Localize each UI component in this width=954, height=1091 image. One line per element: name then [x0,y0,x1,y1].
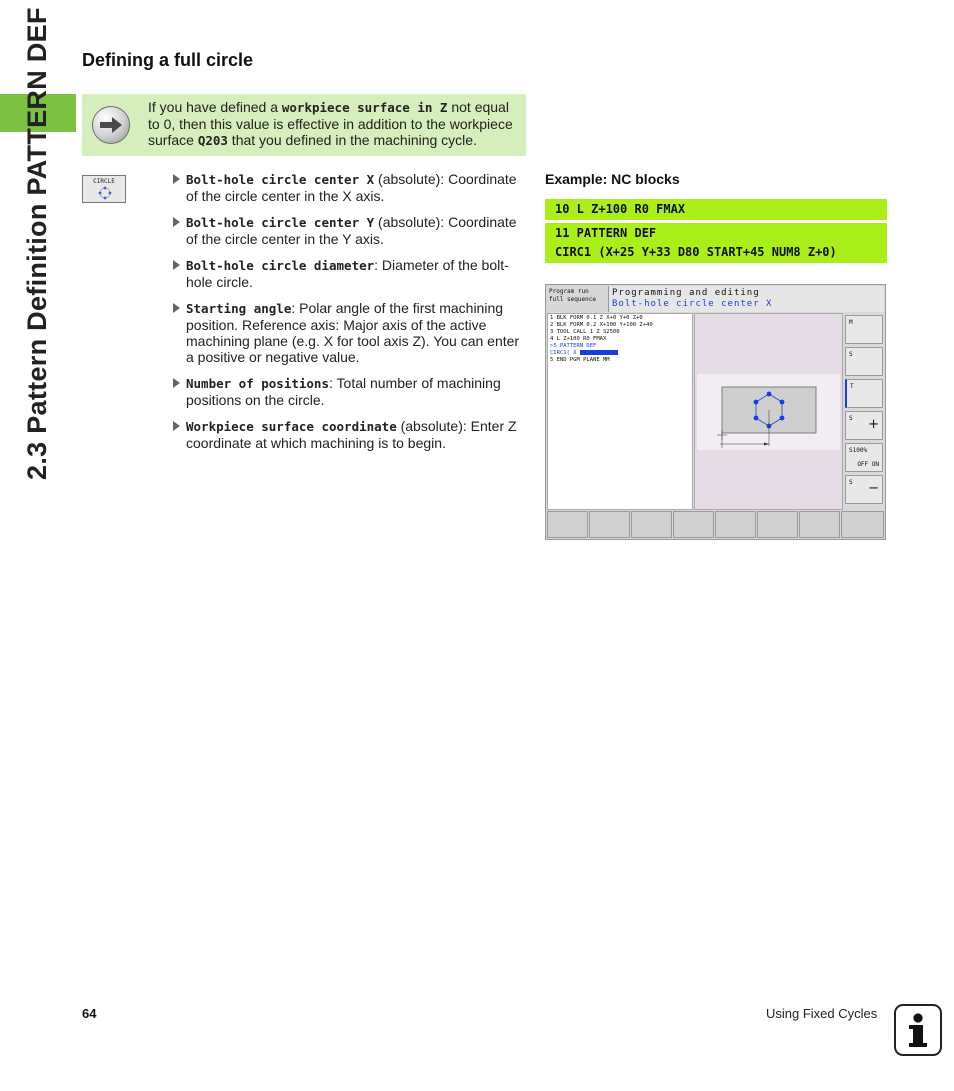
program-line-active [550,350,690,357]
param-text: : Diameter of the bolt-hole circle. [186,257,509,290]
param-text: (absolute): Coordinate of the circle center in the X axis. [186,171,517,204]
page-number: 64 [82,1006,97,1021]
nc-line: 10 L Z+100 R0 FMAX [555,202,686,216]
mode-line: Program run [549,288,589,295]
m-function-key[interactable]: M [845,315,883,344]
softkey[interactable] [547,511,588,538]
help-graphic [694,313,843,510]
param-item [172,418,528,451]
control-screenshot [545,284,886,540]
softkey[interactable] [757,511,798,538]
param-item [172,171,528,204]
machine-mode [547,286,611,314]
status-softkeys [844,313,885,510]
param-name: Bolt-hole circle center X [186,172,375,187]
param-name: Workpiece surface coordinate [186,419,397,434]
screen-subtitle: Bolt-hole circle center X [612,299,773,309]
softkey-row [547,511,884,538]
param-text: : Total number of machining positions on the circle. [186,375,501,408]
mode-line: full sequence [549,296,596,303]
bullet-triangle-icon [173,174,180,184]
program-listing [547,313,693,510]
nc-block-11 [545,223,887,263]
note-text-1: If you have defined a [148,99,282,115]
param-item [172,257,528,290]
program-line: 3 TOOL CALL 1 Z S2500 [550,329,620,335]
input-cursor [580,350,618,355]
tool-key[interactable]: T [845,379,883,408]
param-item [172,300,528,365]
bullet-triangle-icon [173,303,180,313]
bullet-triangle-icon [173,260,180,270]
nc-line: CIRC1 (X+25 Y+33 D80 START+45 NUM8 Z+0) [555,245,837,259]
screen-header [608,286,884,312]
param-name: Number of positions [186,376,329,391]
param-text: : Polar angle of the first machining position. Reference axis: Major axis of the active machining plane (e.g. X for tool axis Z). You can enter a positive or negative value. [186,300,520,365]
param-name: Starting angle [186,301,292,316]
note-text-2: not equal to 0, then this value is effective in addition to the workpiece surface [148,99,513,148]
program-line: 5 END PGM PLANE MM [550,357,610,363]
param-name: Bolt-hole circle center Y [186,215,375,230]
arrow-right-icon [92,106,130,144]
program-line: 1 BLK FORM 0.1 Z X+0 Y+0 Z+0 [550,315,643,321]
param-name: Bolt-hole circle diameter [186,258,375,273]
softkey[interactable] [631,511,672,538]
param-text: (absolute): Coordinate of the circle center in the Y axis. [186,214,517,247]
example-label: Example: NC blocks [545,171,680,187]
program-line-text: 5 PATTERN DEF [553,343,597,349]
override-minus-key[interactable]: S − [845,475,883,504]
note-code-1: workpiece surface in Z [281,100,448,115]
note-code-2: Q203 [197,133,228,148]
softkey[interactable] [715,511,756,538]
parameter-list [172,171,528,461]
soft-key-label: CIRCLE [93,178,115,185]
info-icon [894,1004,942,1056]
section-title: 2.3 Pattern Definition PATTERN DEF [22,7,52,480]
bullet-triangle-icon [173,421,180,431]
chapter-name: Using Fixed Cycles [766,1006,878,1021]
nc-block-10 [545,199,887,220]
softkey[interactable] [841,511,884,538]
param-text: (absolute): Enter Z coordinate at which machining is to begin. [186,418,517,451]
softkey[interactable] [589,511,630,538]
circle-soft-key[interactable] [82,175,126,203]
softkey[interactable] [673,511,714,538]
screen-title: Programming and editing [612,288,760,298]
spindle-override-key[interactable]: S100% OFF ON [845,443,883,472]
bullet-triangle-icon [173,378,180,388]
bolt-circle-icon [96,186,114,200]
param-item [172,375,528,408]
program-line-text: CIRC1( X [550,350,577,356]
page-heading: Defining a full circle [82,50,254,70]
program-line: 4 L Z+100 R0 FMAX [550,336,607,342]
program-line: 2 BLK FORM 0.2 X+100 Y+100 Z+40 [550,322,653,328]
note-text [148,99,520,149]
program-line: >5 PATTERN DEF [550,343,597,349]
nc-line: 11 PATTERN DEF [555,226,657,240]
param-item [172,214,528,247]
spindle-key[interactable]: S [845,347,883,376]
bullet-triangle-icon [173,217,180,227]
note-text-3: that you defined in the machining cycle. [227,132,477,148]
override-plus-key[interactable]: S + [845,411,883,440]
softkey[interactable] [799,511,840,538]
